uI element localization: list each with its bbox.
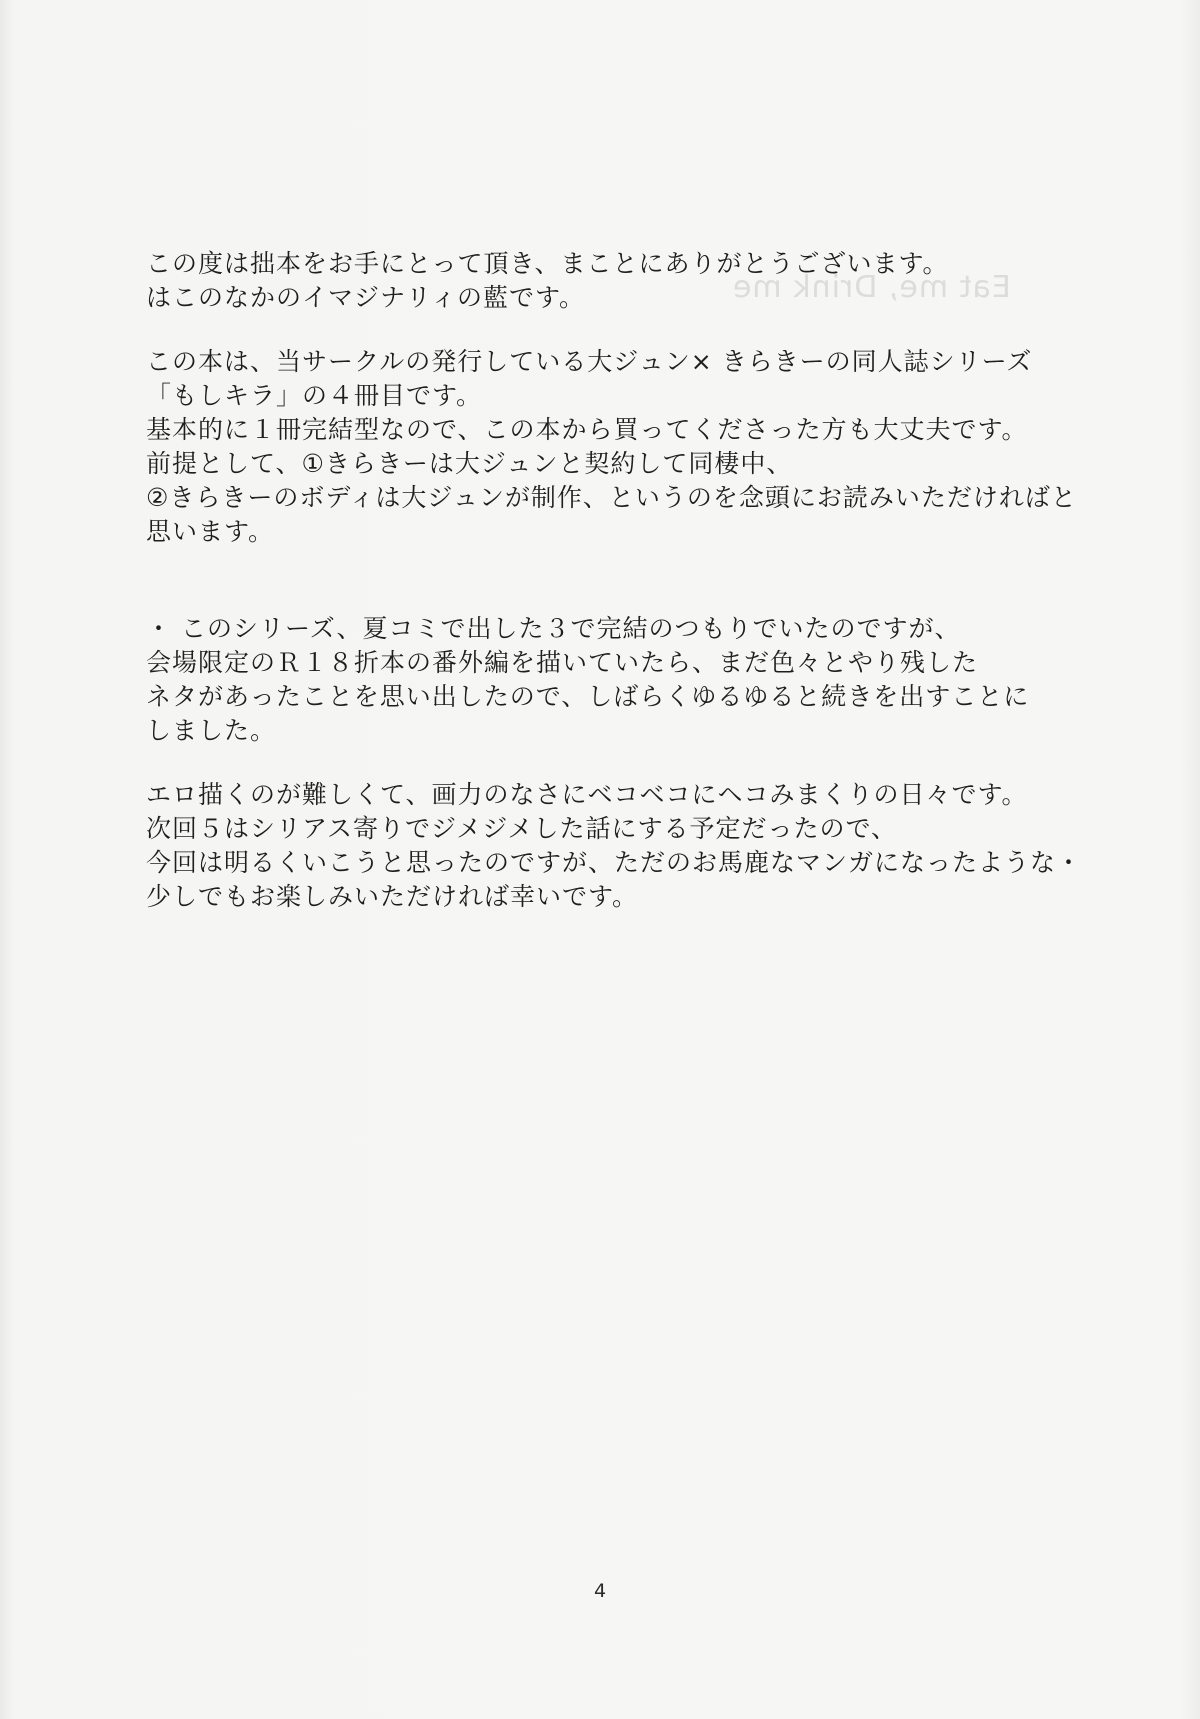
text-line: 思います。 [146, 517, 275, 546]
closing-paragraph [146, 778, 1106, 914]
intro-paragraph [146, 247, 1106, 315]
text-line: 少しでもお楽しみいただければ幸いです。 [146, 882, 639, 911]
text-line: ②きらきーのボディは大ジュンが制作、というのを念頭にお読みいただければと [146, 483, 1077, 512]
text-line: はこのなかのイマジナリィの藍です。 [146, 283, 586, 312]
text-line: この本は、当サークルの発行している大ジュン× きらきーの同人誌シリーズ [146, 347, 1033, 376]
series-paragraph [146, 345, 1106, 549]
text-line: この度は拙本をお手にとって頂き、まことにありがとうございます。 [146, 249, 949, 278]
text-line: 「もしキラ」の４冊目です。 [146, 381, 483, 410]
text-line: 基本的に１冊完結型なので、この本から買ってくださった方も大丈夫です。 [146, 415, 1028, 444]
text-line: 今回は明るくいこうと思ったのですが、ただのお馬鹿なマンガになったような・ [146, 848, 1083, 877]
text-line: 前提として、①きらきーは大ジュンと契約して同棲中、 [146, 449, 793, 478]
bleed-through-text: Eat me, Drink me [732, 270, 1011, 305]
notes-paragraph [146, 612, 1106, 748]
text-line: ネタがあったことを思い出したので、しばらくゆるゆると続きを出すことに [146, 682, 1030, 711]
text-line: 会場限定のＲ１８折本の番外編を描いていたら、まだ色々とやり残した [146, 648, 979, 677]
text-line: ・ このシリーズ、夏コミで出した３で完結のつもりでいたのですが、 [146, 614, 961, 643]
text-line: エロ描くのが難しくて、画力のなさにベコベコにヘコみまくりの日々です。 [146, 780, 1028, 809]
text-line: 次回５はシリアス寄りでジメジメした話にする予定だったので、 [146, 814, 898, 843]
text-line: しました。 [146, 716, 277, 745]
page-number: 4 [593, 1580, 607, 1602]
